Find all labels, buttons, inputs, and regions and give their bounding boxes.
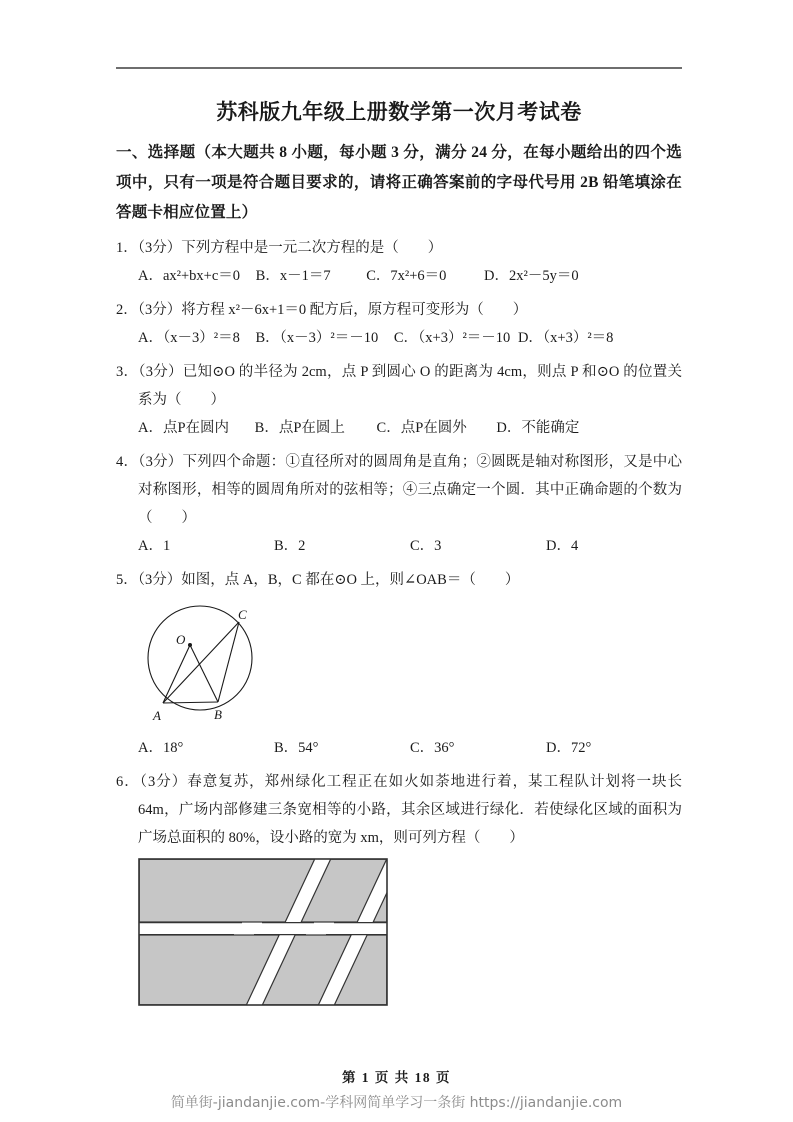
question-5-option-c[interactable]: C．36° [410,740,455,756]
question-3-option-c[interactable]: C．点P在圆外 [376,420,467,436]
page-title: 苏科版九年级上册数学第一次月考试卷 [216,100,582,124]
question-1-options [116,262,682,290]
question-3-option-b[interactable]: B．点P在圆上 [254,420,345,436]
label-C: C [238,607,247,622]
section-heading: 一、选择题（本大题共 8 小题，每小题 3 分，满分 24 分，在每小题给出的四个选项中，只有一项是符合题目要求的，请将正确答案前的字母代号用 2B 铅笔填涂在答题卡相应位置上） [116,144,682,221]
question-6 [116,768,682,1011]
question-2-option-d[interactable]: D．（x+3）²＝8 [517,330,614,346]
question-2-option-b[interactable]: B．（x－3）²＝－10 [255,330,379,346]
question-6-figure [116,858,682,1011]
segment-AB [163,702,218,703]
question-3-options [116,414,682,442]
page-number-footer: 第 1 页 共 18 页 [341,1070,452,1085]
segment-OB [190,645,218,702]
label-A: A [153,708,161,723]
question-5-option-d[interactable]: D．72° [546,740,592,756]
label-B: B [214,707,222,722]
question-4-option-b[interactable]: B．2 [274,538,306,554]
question-2-options [116,324,682,352]
watermark-footer: 简单街-jiandanjie.com-学科网简单学习一条街 https://jiandanjie.com [170,1095,623,1111]
plaza-shapes [138,858,388,1006]
question-3-stem: 3．（3分）已知⊙O 的半径为 2cm，点 P 到圆心 O 的距离为 4cm，则点 P 和⊙O 的位置关系为（ ） [116,364,682,408]
question-2-option-c[interactable]: C．（x+3）²＝－10 [393,330,511,346]
question-2-stem: 2．（3分）将方程 x²－6x+1＝0 配方后，原方程可变形为（ ） [116,302,528,318]
question-5-options [116,734,682,762]
question-4-options [116,532,682,560]
question-5-option-a[interactable]: A．18° [138,740,184,756]
question-1-option-d[interactable]: D．2x²－5y＝0 [484,268,579,284]
question-4-option-c[interactable]: C．3 [410,538,442,554]
question-5 [116,566,682,762]
question-4-option-a[interactable]: A．1 [138,538,171,554]
circle-O [148,606,252,710]
question-1 [116,234,682,290]
question-1-option-a[interactable]: A．ax²+bx+c＝0 [138,268,241,284]
circle-diagram [138,600,288,725]
segment-AC [163,622,239,703]
question-4 [116,448,682,560]
segment-OA [163,645,190,703]
question-5-figure [116,600,682,730]
question-2 [116,296,682,352]
question-1-stem: 1．（3分）下列方程中是一元二次方程的是（ ） [116,240,443,256]
question-1-option-b[interactable]: B．x－1＝7 [255,268,331,284]
header-rule [116,67,682,69]
document-body [116,138,682,1015]
question-4-option-d[interactable]: D．4 [546,538,579,554]
question-3 [116,358,682,442]
question-2-option-a[interactable]: A．（x－3）²＝8 [138,330,240,346]
horizontal-road-overlay [138,923,388,934]
question-5-stem: 5．（3分）如图，点 A，B，C 都在⊙O 上，则∠OAB＝（ ） [116,572,520,588]
question-1-option-c[interactable]: C．7x²+6＝0 [366,268,447,284]
question-6-stem: 6．（3分）春意复苏，郑州绿化工程正在如火如荼地进行着，某工程队计划将一块长 64m，广场内部修建三条宽相等的小路，其余区域进行绿化．若使绿化区域的面积为广场总面积的 80%，设小路的宽为 xm，则可列方程（ ） [116,774,682,846]
center-point-dot [188,643,192,647]
question-5-option-b[interactable]: B．54° [274,740,319,756]
plaza-diagram [138,858,388,1006]
label-O: O [176,632,186,647]
question-3-option-a[interactable]: A．点P在圆内 [138,420,230,436]
question-3-option-d[interactable]: D．不能确定 [496,420,580,436]
segment-BC [218,622,239,702]
question-4-stem: 4．（3分）下列四个命题：①直径所对的圆周角是直角；②圆既是轴对称图形，又是中心对称图形，相等的圆周角所对的弦相等；④三点确定一个圆．其中正确命题的个数为（ ） [116,454,682,526]
